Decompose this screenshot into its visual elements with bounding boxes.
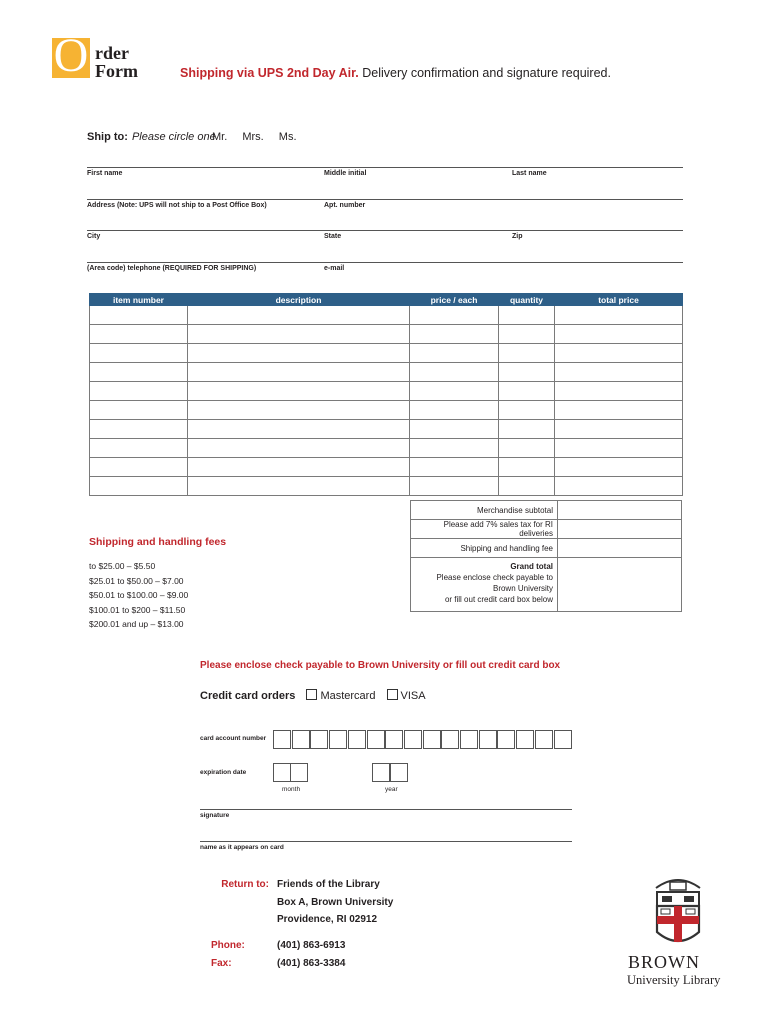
line-address	[87, 199, 683, 200]
payment-notice: Please enclose check payable to Brown University or fill out credit card box	[200, 660, 561, 671]
card-digit-box[interactable]	[423, 730, 441, 749]
table-row	[90, 363, 683, 382]
subtotal-cell[interactable]	[558, 501, 682, 520]
table-cell[interactable]	[555, 477, 683, 496]
table-cell[interactable]	[90, 439, 188, 458]
fee-line: to $25.00 – $5.50	[89, 561, 156, 571]
summary-box	[410, 500, 682, 612]
table-cell[interactable]	[499, 306, 555, 325]
table-cell[interactable]	[499, 401, 555, 420]
table-cell[interactable]	[555, 325, 683, 344]
last-name-field[interactable]: Last name	[512, 170, 547, 177]
title-options	[212, 131, 309, 143]
visa-label: VISA	[400, 690, 426, 702]
table-row	[90, 458, 683, 477]
grand-total-label	[411, 558, 558, 612]
brand-name: BROWN	[628, 952, 700, 972]
table-cell[interactable]	[188, 458, 410, 477]
zip-field[interactable]: Zip	[512, 233, 523, 240]
table-cell[interactable]	[410, 401, 499, 420]
table-cell[interactable]	[188, 477, 410, 496]
table-cell[interactable]	[410, 439, 499, 458]
table-cell[interactable]	[555, 420, 683, 439]
name-on-card-line[interactable]	[200, 841, 572, 842]
exp-month-digit-2[interactable]	[290, 763, 308, 782]
table-cell[interactable]	[410, 477, 499, 496]
table-cell[interactable]	[410, 306, 499, 325]
table-row	[90, 306, 683, 325]
table-cell[interactable]	[188, 439, 410, 458]
table-cell[interactable]	[90, 477, 188, 496]
card-digit-box[interactable]	[385, 730, 403, 749]
name-on-card-label: name as it appears on card	[200, 844, 284, 851]
fees-list	[89, 559, 188, 632]
card-digit-box[interactable]	[292, 730, 310, 749]
brown-seal-icon	[648, 870, 708, 950]
table-cell[interactable]	[90, 363, 188, 382]
logo-text-1: rder	[95, 43, 129, 63]
return-label: Return to:	[221, 879, 269, 890]
card-digit-box[interactable]	[516, 730, 534, 749]
ship-to-title: Ship to:	[87, 131, 128, 143]
order-table	[89, 293, 683, 496]
card-digit-box[interactable]	[348, 730, 366, 749]
logo-letter: O	[53, 29, 89, 82]
fax-label: Fax:	[211, 958, 232, 969]
tax-label: Please add 7% sales tax for RI deliveries	[411, 520, 558, 539]
apt-field[interactable]: Apt. number	[324, 202, 366, 209]
card-digit-box[interactable]	[497, 730, 515, 749]
shipping-note: Delivery confirmation and signature required.	[362, 66, 611, 80]
credit-card-options	[200, 689, 426, 702]
table-cell[interactable]	[410, 325, 499, 344]
state-field[interactable]: State	[324, 233, 342, 240]
table-cell[interactable]	[188, 344, 410, 363]
table-cell[interactable]	[90, 344, 188, 363]
table-cell[interactable]	[410, 344, 499, 363]
table-row	[90, 325, 683, 344]
expiration-label: expiration date	[200, 769, 247, 776]
card-digit-box[interactable]	[273, 730, 291, 749]
fee-line: $100.01 to $200 – $11.50	[89, 604, 186, 615]
shipping-fee-label: Shipping and handling fee	[411, 539, 558, 558]
table-cell[interactable]	[499, 477, 555, 496]
table-cell[interactable]	[499, 458, 555, 477]
title-ms[interactable]: Ms.	[278, 131, 297, 143]
fee-line: $200.01 and up – $13.00	[89, 619, 184, 629]
mastercard-checkbox[interactable]	[306, 689, 317, 700]
table-cell[interactable]	[499, 439, 555, 458]
shipping-fee-cell[interactable]	[558, 539, 682, 558]
logo-text-2: Form	[95, 61, 138, 81]
table-cell[interactable]	[555, 458, 683, 477]
table-cell[interactable]	[499, 420, 555, 439]
tax-cell[interactable]	[558, 520, 682, 539]
exp-month-digit-1[interactable]	[273, 763, 291, 782]
table-cell[interactable]	[90, 401, 188, 420]
card-digit-box[interactable]	[460, 730, 478, 749]
table-cell[interactable]	[555, 363, 683, 382]
table-cell[interactable]	[90, 458, 188, 477]
card-digit-box[interactable]	[329, 730, 347, 749]
card-digit-box[interactable]	[310, 730, 328, 749]
brand-sub: University Library	[627, 973, 721, 987]
phone-field[interactable]: (Area code) telephone (REQUIRED FOR SHIPPING)	[87, 265, 257, 272]
phone-label: Phone:	[211, 940, 245, 951]
grand-note-1: Please enclose check payable to	[436, 573, 553, 582]
grand-note-2: Brown University	[492, 584, 553, 593]
table-cell[interactable]	[499, 363, 555, 382]
exp-year-digit-1[interactable]	[372, 763, 390, 782]
fee-line: $25.01 to $50.00 – $7.00	[89, 575, 184, 586]
table-cell[interactable]	[188, 325, 410, 344]
title-mr[interactable]: Mr.	[212, 131, 228, 143]
table-row	[90, 477, 683, 496]
table-cell[interactable]	[555, 439, 683, 458]
card-digit-box[interactable]	[535, 730, 553, 749]
account-number-label: card account number	[200, 735, 267, 742]
ship-to-instruction: Please circle one	[131, 131, 216, 143]
logo-o-block	[52, 29, 90, 82]
table-cell[interactable]	[555, 382, 683, 401]
table-cell[interactable]	[90, 420, 188, 439]
table-cell[interactable]	[410, 382, 499, 401]
title-mrs[interactable]: Mrs.	[242, 131, 264, 143]
col-total: total price	[555, 294, 683, 306]
return-line-1: Friends of the Library	[277, 879, 380, 890]
cc-label: Credit card orders	[200, 690, 296, 702]
table-row	[90, 382, 683, 401]
return-line-2: Box A, Brown University	[277, 896, 394, 908]
fax-value: (401) 863-3384	[277, 958, 346, 969]
visa-checkbox[interactable]	[387, 689, 398, 700]
signature-label: signature	[200, 812, 230, 819]
exp-year-digit-2[interactable]	[390, 763, 408, 782]
table-cell[interactable]	[499, 344, 555, 363]
mastercard-label: Mastercard	[320, 690, 376, 702]
return-line-3: Providence, RI 02912	[277, 914, 378, 925]
table-cell[interactable]	[90, 306, 188, 325]
table-cell[interactable]	[555, 401, 683, 420]
col-description: description	[188, 294, 410, 306]
address-field[interactable]: Address (Note: UPS will not ship to a Post Office Box)	[87, 202, 267, 209]
table-cell[interactable]	[410, 458, 499, 477]
first-name-field[interactable]: First name	[87, 170, 123, 177]
subtotal-label: Merchandise subtotal	[411, 501, 558, 520]
table-cell[interactable]	[188, 420, 410, 439]
table-cell[interactable]	[90, 382, 188, 401]
table-row	[90, 420, 683, 439]
email-field[interactable]: e-mail	[324, 265, 345, 272]
fee-line: $50.01 to $100.00 – $9.00	[89, 590, 189, 600]
grand-total-cell[interactable]	[558, 558, 682, 612]
card-digit-box[interactable]	[441, 730, 459, 749]
phone-value: (401) 863-6913	[277, 940, 346, 951]
table-row	[90, 401, 683, 420]
table-cell[interactable]	[410, 363, 499, 382]
grand-total-title: Grand total	[510, 562, 553, 571]
year-label: year	[385, 786, 398, 793]
table-cell[interactable]	[555, 306, 683, 325]
line-name	[87, 167, 683, 168]
card-digit-box[interactable]	[404, 730, 422, 749]
return-address	[277, 876, 393, 929]
table-cell[interactable]	[188, 382, 410, 401]
card-digit-box[interactable]	[367, 730, 385, 749]
signature-line[interactable]	[200, 809, 572, 810]
table-cell[interactable]	[555, 344, 683, 363]
col-price: price / each	[410, 294, 499, 306]
line-city	[87, 230, 683, 231]
shipping-header	[180, 66, 611, 80]
table-row	[90, 439, 683, 458]
table-row	[90, 344, 683, 363]
table-cell[interactable]	[188, 363, 410, 382]
table-cell[interactable]	[499, 325, 555, 344]
grand-note-3: or fill out credit card box below	[444, 595, 553, 604]
table-cell[interactable]	[410, 420, 499, 439]
city-field[interactable]: City	[87, 233, 101, 240]
table-cell[interactable]	[90, 325, 188, 344]
table-cell[interactable]	[188, 306, 410, 325]
ship-to-label	[87, 131, 216, 143]
fees-title: Shipping and handling fees	[89, 536, 227, 548]
col-quantity: quantity	[499, 294, 555, 306]
line-phone	[87, 262, 683, 263]
col-item-number: item number	[90, 294, 188, 306]
card-digit-box[interactable]	[479, 730, 497, 749]
card-digit-box[interactable]	[554, 730, 572, 749]
shipping-method: Shipping via UPS 2nd Day Air.	[180, 66, 359, 80]
table-cell[interactable]	[499, 382, 555, 401]
table-cell[interactable]	[188, 401, 410, 420]
month-label: month	[282, 786, 301, 793]
middle-initial-field[interactable]: Middle initial	[324, 170, 367, 177]
